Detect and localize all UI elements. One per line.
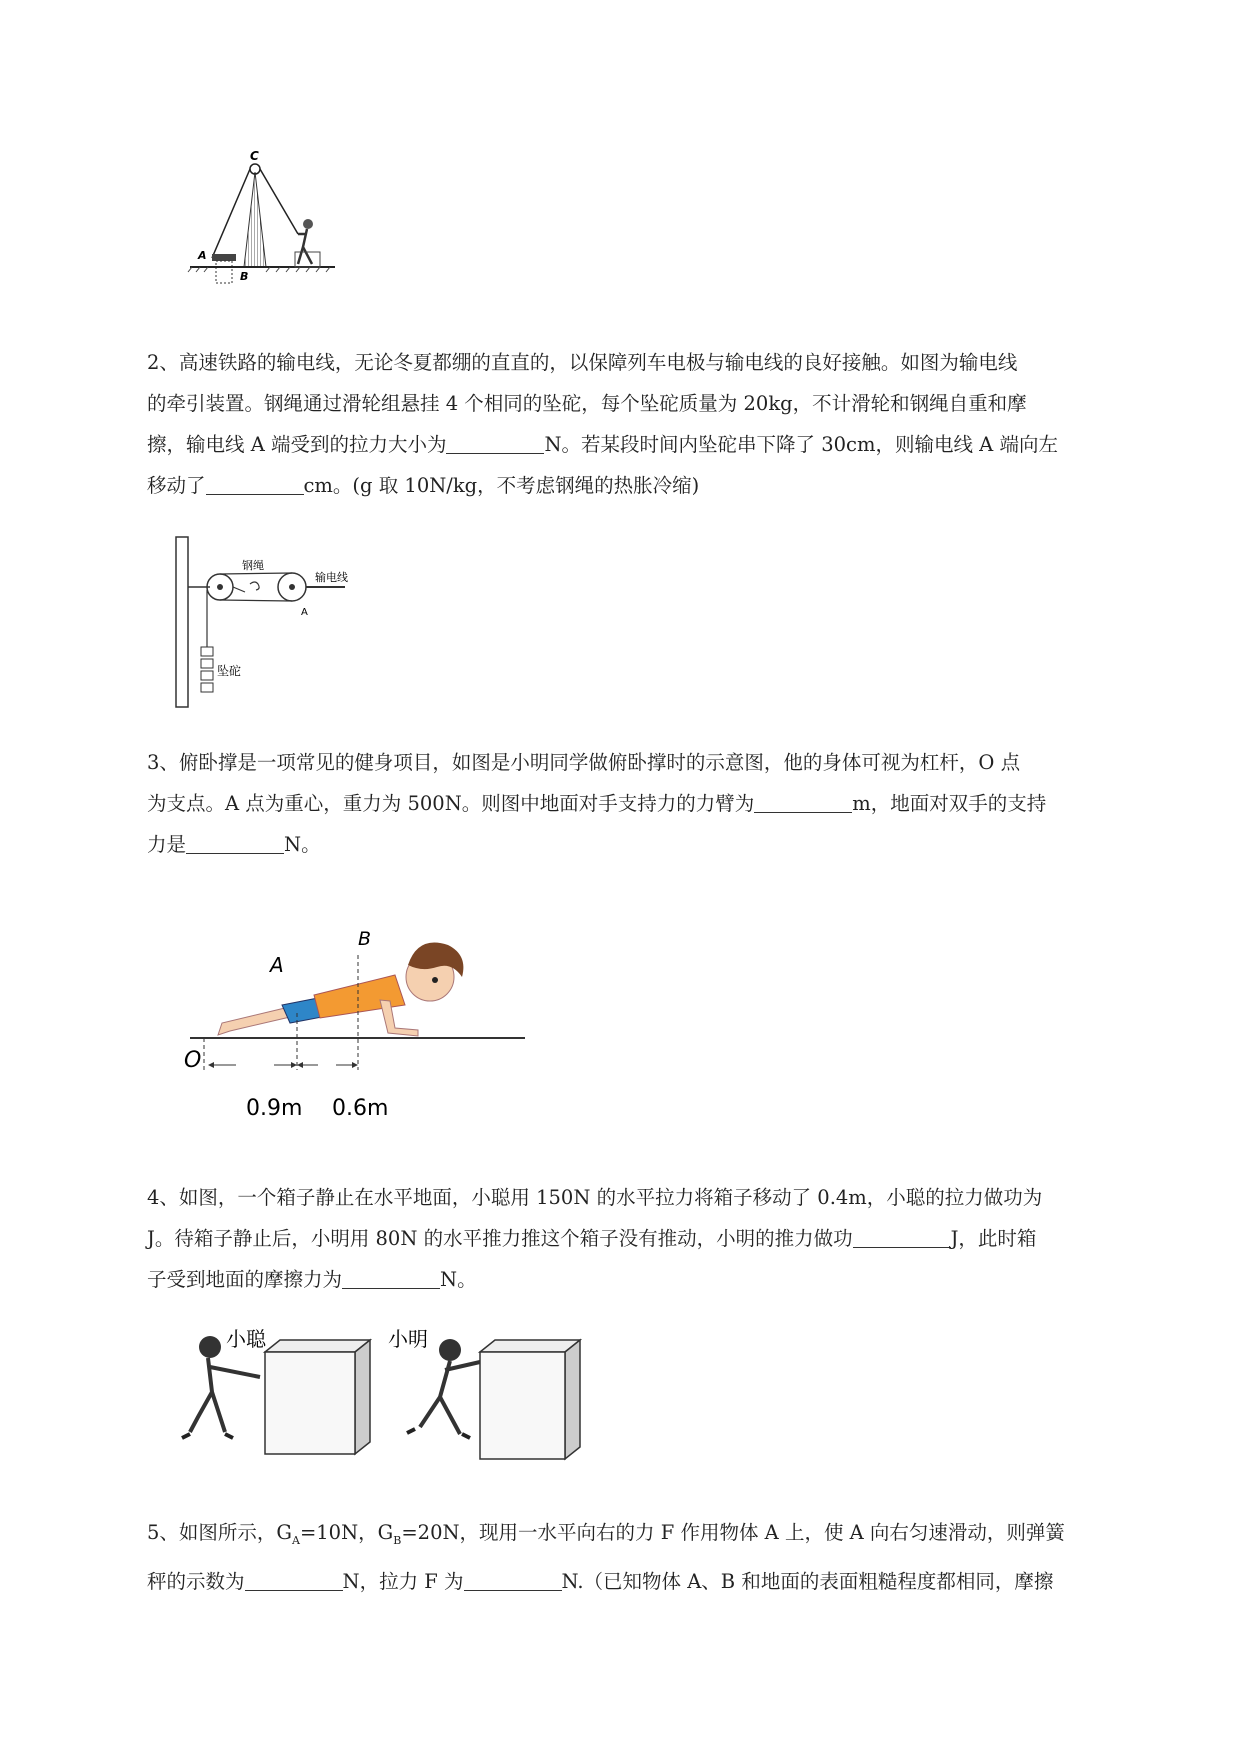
q2-line-3b: N。若某段时间内坠砣串下降了 30cm，则输电线 A 端向左 — [544, 433, 1058, 456]
q2-line-3a: 擦，输电线 A 端受到的拉力大小为 — [147, 433, 447, 456]
q4-line-3a: 子受到地面的摩擦力为 — [147, 1268, 343, 1291]
q4-line-3b: N。 — [440, 1268, 477, 1291]
q5-mid2: =20N，现用一水平向右的力 F 作用物体 A 上，使 A 向右匀速滑动，则弹簧 — [401, 1521, 1065, 1544]
q5-sub-b: B — [393, 1533, 402, 1547]
figure-traction-device — [170, 532, 400, 712]
q3-line-2a: 为支点。A 点为重心，重力为 500N。则图中地面对手支持力的力臂为 — [147, 792, 755, 815]
q5-line-2b: N，拉力 F 为 — [342, 1569, 464, 1593]
label-xiaoming: 小明 — [388, 1327, 428, 1351]
answer-blank[interactable] — [754, 790, 852, 813]
q5-line-2c: N.（已知物体 A、B 和地面的表面粗糙程度都相同，摩擦 — [561, 1569, 1054, 1593]
answer-blank[interactable] — [464, 1568, 562, 1591]
question-3 — [147, 742, 1162, 865]
label-rope: 钢绳 — [242, 559, 264, 572]
q2-line-1: 2、高速铁路的输电线，无论冬夏都绷的直直的，以保障列车电极与输电线的良好接触。如图为输电线 — [147, 351, 1018, 374]
label-xiaocong: 小聪 — [226, 1327, 266, 1351]
label-wire: 输电线 — [315, 571, 348, 584]
label-a: A — [301, 607, 308, 618]
figure-pushup — [184, 905, 530, 1125]
question-4 — [147, 1177, 1162, 1300]
label-c: C — [250, 149, 259, 163]
label-distance-2: 0.6m — [332, 1096, 389, 1121]
label-a: A — [270, 953, 284, 977]
q2-line-2: 的牵引装置。钢绳通过滑轮组悬挂 4 个相同的坠砣，每个坠砣质量为 20kg，不计滑轮和钢绳自重和摩 — [147, 392, 1027, 415]
label-b: B — [240, 270, 249, 283]
q3-line-2b: m，地面对双手的支持 — [852, 792, 1047, 815]
q5-mid1: =10N，G — [299, 1521, 394, 1544]
answer-blank[interactable] — [186, 831, 284, 854]
label-weights: 坠砣 — [217, 664, 242, 678]
answer-blank[interactable] — [245, 1568, 343, 1591]
q4-line-1: 4、如图，一个箱子静止在水平地面，小聪用 150N 的水平拉力将箱子移动了 0.4m，小聪的拉力做功为 — [147, 1186, 1043, 1209]
label-a: A — [198, 249, 207, 262]
q5-sub-a: A — [291, 1533, 300, 1547]
q5-prefix: 5、如图所示，G — [147, 1521, 292, 1544]
q2-line-4a: 移动了 — [147, 474, 206, 497]
figure-pulley-tower — [170, 149, 350, 302]
answer-blank[interactable] — [342, 1266, 440, 1289]
label-b: B — [358, 928, 372, 950]
q5-line-2a: 秤的示数为 — [147, 1569, 245, 1593]
q2-line-4b: cm。(g 取 10N/kg，不考虑钢绳的热胀冷缩) — [303, 474, 700, 497]
q3-line-3a: 力是 — [147, 833, 187, 856]
question-5 — [147, 1512, 1162, 1602]
q4-line-2b: J，此时箱 — [950, 1227, 1037, 1250]
q4-line-2a: J。待箱子静止后，小明用 80N 的水平推力推这个箱子没有推动，小明的推力做功 — [147, 1227, 853, 1250]
q3-line-3b: N。 — [284, 833, 321, 856]
question-2 — [147, 342, 1162, 506]
answer-blank[interactable] — [206, 472, 304, 495]
q3-line-1: 3、俯卧撑是一项常见的健身项目，如图是小明同学做俯卧撑时的示意图，他的身体可视为杠杆，O 点 — [147, 751, 1021, 774]
figure-boxes — [180, 1322, 600, 1482]
answer-blank[interactable] — [446, 431, 544, 454]
answer-blank[interactable] — [853, 1225, 951, 1248]
label-distance-1: 0.9m — [246, 1096, 303, 1121]
label-o: O — [184, 1048, 202, 1073]
